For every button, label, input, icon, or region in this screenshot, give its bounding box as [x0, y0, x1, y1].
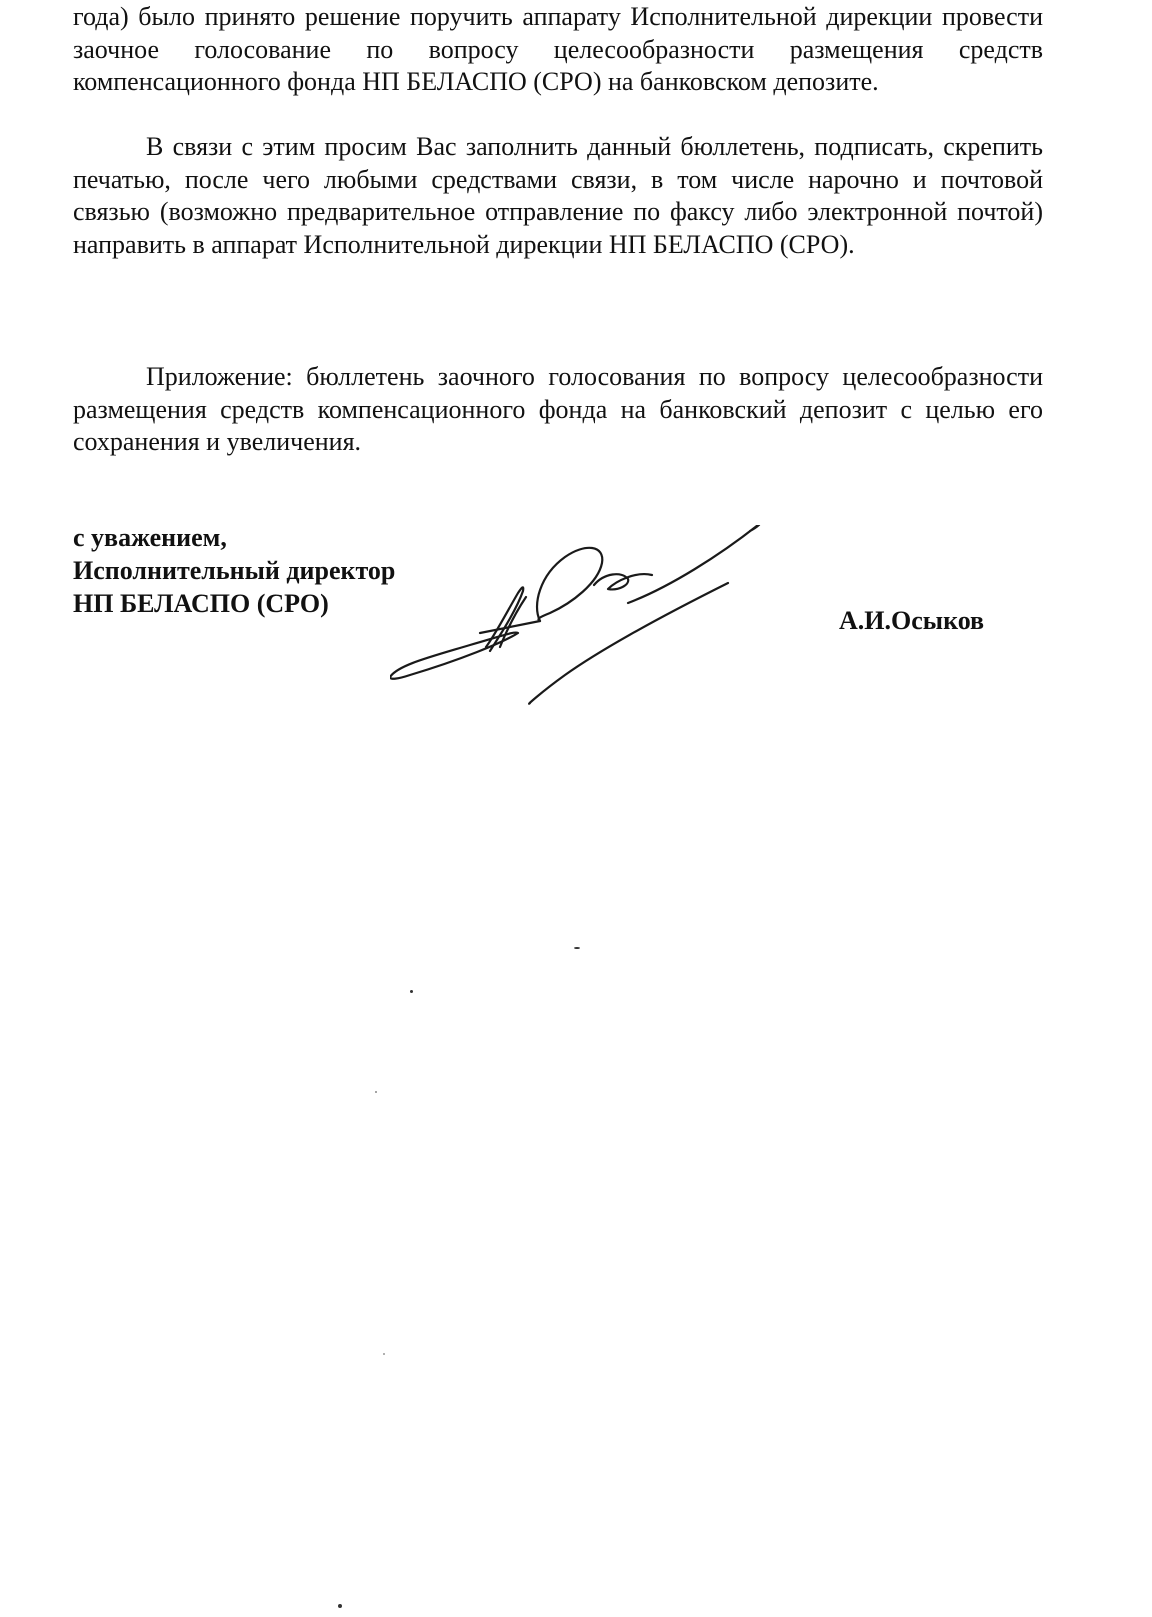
- signer-organization: НП БЕЛАСПО (СРО): [73, 589, 329, 618]
- closing-regards: с уважением,: [73, 523, 227, 552]
- handwritten-signature: [390, 525, 800, 730]
- signer-name: А.И.Осыков: [839, 606, 985, 635]
- attachment-note: Приложение: бюллетень заочного голосования по вопросу целесообразности размещения средств компенсационного фонда на банковский депозит с целью его сохранения и увеличения.: [73, 362, 1043, 456]
- scan-speck: [574, 947, 580, 949]
- scan-speck: [375, 1091, 377, 1093]
- signer-position: Исполнительный директор: [73, 556, 396, 585]
- body-paragraph-request: В связи с этим просим Вас заполнить данный бюллетень, подписать, скрепить печатью, после чего любыми средствами связи, в том числе нарочно и почтовой связью (возможно предварительное отправление по факсу либо электронной почтой) направить в аппарат Исполнительной дирекции НП БЕЛАСПО (СРО).: [73, 132, 1043, 259]
- closing-block: [73, 521, 395, 620]
- scan-speck: [383, 1353, 385, 1355]
- scan-speck: [338, 1604, 342, 1608]
- body-paragraph-decision: года) было принято решение поручить аппарату Исполнительной дирекции провести заочное голосование по вопросу целесообразности размещения средств компенсационного фонда НП БЕЛАСПО (СРО) на банковском депозите.: [73, 2, 1043, 96]
- scan-speck: [410, 990, 413, 993]
